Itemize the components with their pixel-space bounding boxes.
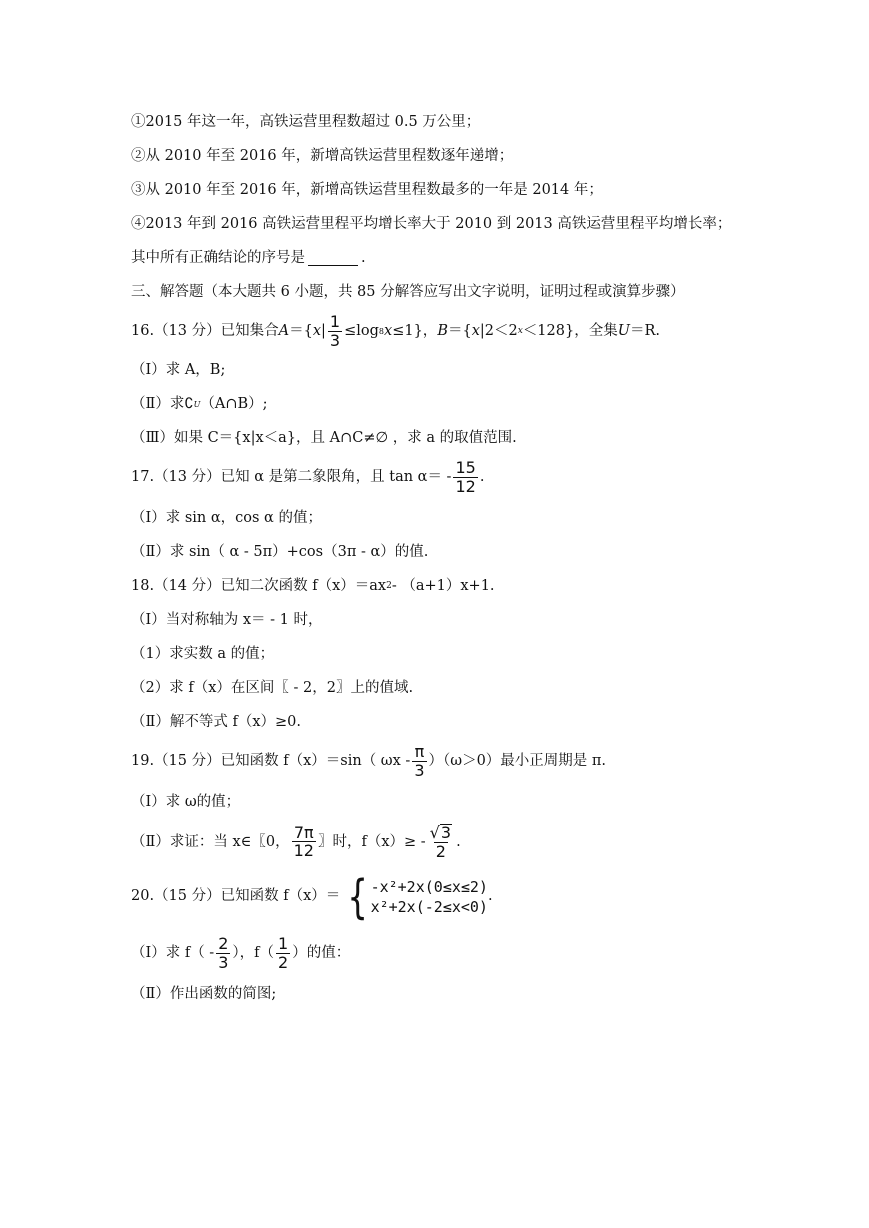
q18-text-b: - （a+1）x+1. [391,578,495,594]
q19-part-2-frac-num: 7π [293,822,314,842]
q16-part-2 [131,396,268,413]
q16-text-l: |2＜2 [479,323,518,339]
q16-bar: | [321,323,326,339]
conclusion-4: ④2013 年到 2016 高铁运营里程平均增长率大于 2010 到 2013 高铁运营里程平均增长率； [131,216,732,232]
q20-frac2-num: 1 [278,934,289,953]
q17-text-a: 17.（13 分）已知 α 是第二象限角，且 tan α＝ - [131,469,452,485]
q20-part-1-text-c: ）的值： [292,945,351,961]
q19-part-2-text-a: （Ⅱ）求证：当 x∈〖0， [131,833,290,850]
q20-part-2: （Ⅱ）作出函数的简图; [131,986,277,1002]
q16-part-2-text-a: （Ⅱ）求∁ [131,396,194,412]
q16-part-2-text-b: （A∩B）; [200,396,268,412]
q16-log: ≤log [344,323,379,339]
q20-fraction-1 [216,936,230,971]
q17-text-b: . [479,469,485,485]
q16-fraction [328,314,342,349]
q19-part-1: （Ⅰ）求 ω的值； [131,794,241,810]
q18-text-a: 18.（14 分）已知二次函数 f（x）＝ax [131,578,387,594]
q19-stem [131,744,606,779]
q16-frac-num: 1 [329,312,341,331]
section-heading: 三、解答题（本大题共 6 小题，共 85 分解答应写出文字说明，证明过程或演算步骤） [131,284,685,300]
conclusion-1: ①2015 年这一年，高铁运营里程数超过 0.5 万公里； [131,114,481,130]
q16-set-b: B [437,323,448,339]
conclusion-2: ②从 2010 年至 2016 年，新增高铁运营里程数逐年递增； [131,148,514,164]
q20-part-1-text-b: ），f（ [232,945,275,961]
q20-frac1-den: 3 [218,952,229,972]
q20-frac1-num: 2 [218,934,229,953]
q18-part-2: （Ⅱ）解不等式 f（x）≥0. [131,714,301,730]
q20-frac2-den: 2 [278,952,289,972]
q19-text-b: ）（ω＞0）最小正周期是 π. [428,753,607,769]
q16-frac-den: 3 [329,330,341,350]
q19-part-2-text-b: 〗时，f（x）≥ - [317,833,426,850]
q16-text-o: ＝R. [629,323,660,339]
q19-part-2-text-c: . [456,833,461,850]
q16-text-m: ＜128}，全集 [522,323,618,339]
q17-fraction [453,460,477,495]
q20-part-1-text-a: （Ⅰ）求 f（ - [131,945,215,961]
q19-root-den: 2 [435,841,446,861]
q20-cases [371,877,488,918]
q16-text-h: ≤1}， [392,323,438,339]
q18-part-1-2: （2）求 f（x）在区间〖 - 2，2〗上的值域. [131,680,414,696]
q19-part-2 [131,824,461,860]
q19-text-a: 19.（15 分）已知函数 f（x）＝sin（ ωx - [131,753,411,769]
q20-piecewise [343,870,488,924]
q17-part-2: （Ⅱ）求 sin（ α - 5π）+cos（3π - α）的值. [131,544,429,560]
q16-exponent: x [517,326,523,337]
q19-part-2-frac-den: 12 [293,841,314,861]
q18-exponent: 2 [386,581,392,592]
q18-part-1-1: （1）求实数 a 的值； [131,646,275,662]
q20-text-a: 20.（15 分）已知函数 f（x）＝ [131,888,341,905]
q20-stem [131,870,493,924]
q16-text-a: 16.（13 分）已知集合 [131,323,279,339]
q16-part-3: （Ⅲ）如果 C＝{x|x＜a}，且 A∩C≠∅ ，求 a 的取值范围. [131,430,517,446]
q19-sqrt-arg: 3 [440,823,452,842]
q20-brace: { [347,870,369,924]
conclusion-question-end: . [361,250,366,266]
q19-part-2-fraction [292,822,316,861]
q19-frac-num: π [414,742,425,761]
conclusion-question [131,250,366,267]
answer-blank [308,251,358,266]
q16-var-x: x [312,323,322,339]
q20-case-2: x²+2x(-2≤x<0) [370,898,488,916]
conclusion-question-text: 其中所有正确结论的序号是 [131,250,305,266]
q16-part-2-sub: U [193,399,201,409]
q19-fraction [412,744,426,779]
q17-frac-num: 15 [455,458,476,477]
q19-frac-den: 3 [414,760,425,780]
q16-part-1: （Ⅰ）求 A，B; [131,362,226,378]
q20-text-b: . [487,888,493,905]
q18-stem [131,578,495,595]
q20-case-1: -x²+2x(0≤x≤2) [370,877,488,896]
q16-var-x2: x [471,323,480,339]
q18-part-1: （Ⅰ）当对称轴为 x＝ - 1 时， [131,612,323,628]
conclusion-3: ③从 2010 年至 2016 年，新增高铁运营里程数最多的一年是 2014 年； [131,182,603,198]
q16-set-a: A [278,323,290,339]
q16-log-arg: x [384,323,393,339]
q19-sqrt: √ 3 [429,823,452,842]
q16-text-j: ＝{ [447,323,472,339]
q20-fraction-2 [276,936,290,971]
q17-stem [131,460,484,495]
q16-log-base: 8 [378,326,385,336]
q17-frac-den: 12 [455,476,476,496]
q16-stem [131,314,660,349]
q19-part-2-root-fraction [428,824,454,860]
q17-part-1: （Ⅰ）求 sin α，cos α 的值； [131,510,322,526]
q16-text-c: ＝{ [289,323,313,339]
q16-universal-set: U [617,323,630,339]
q20-part-1 [131,936,350,971]
